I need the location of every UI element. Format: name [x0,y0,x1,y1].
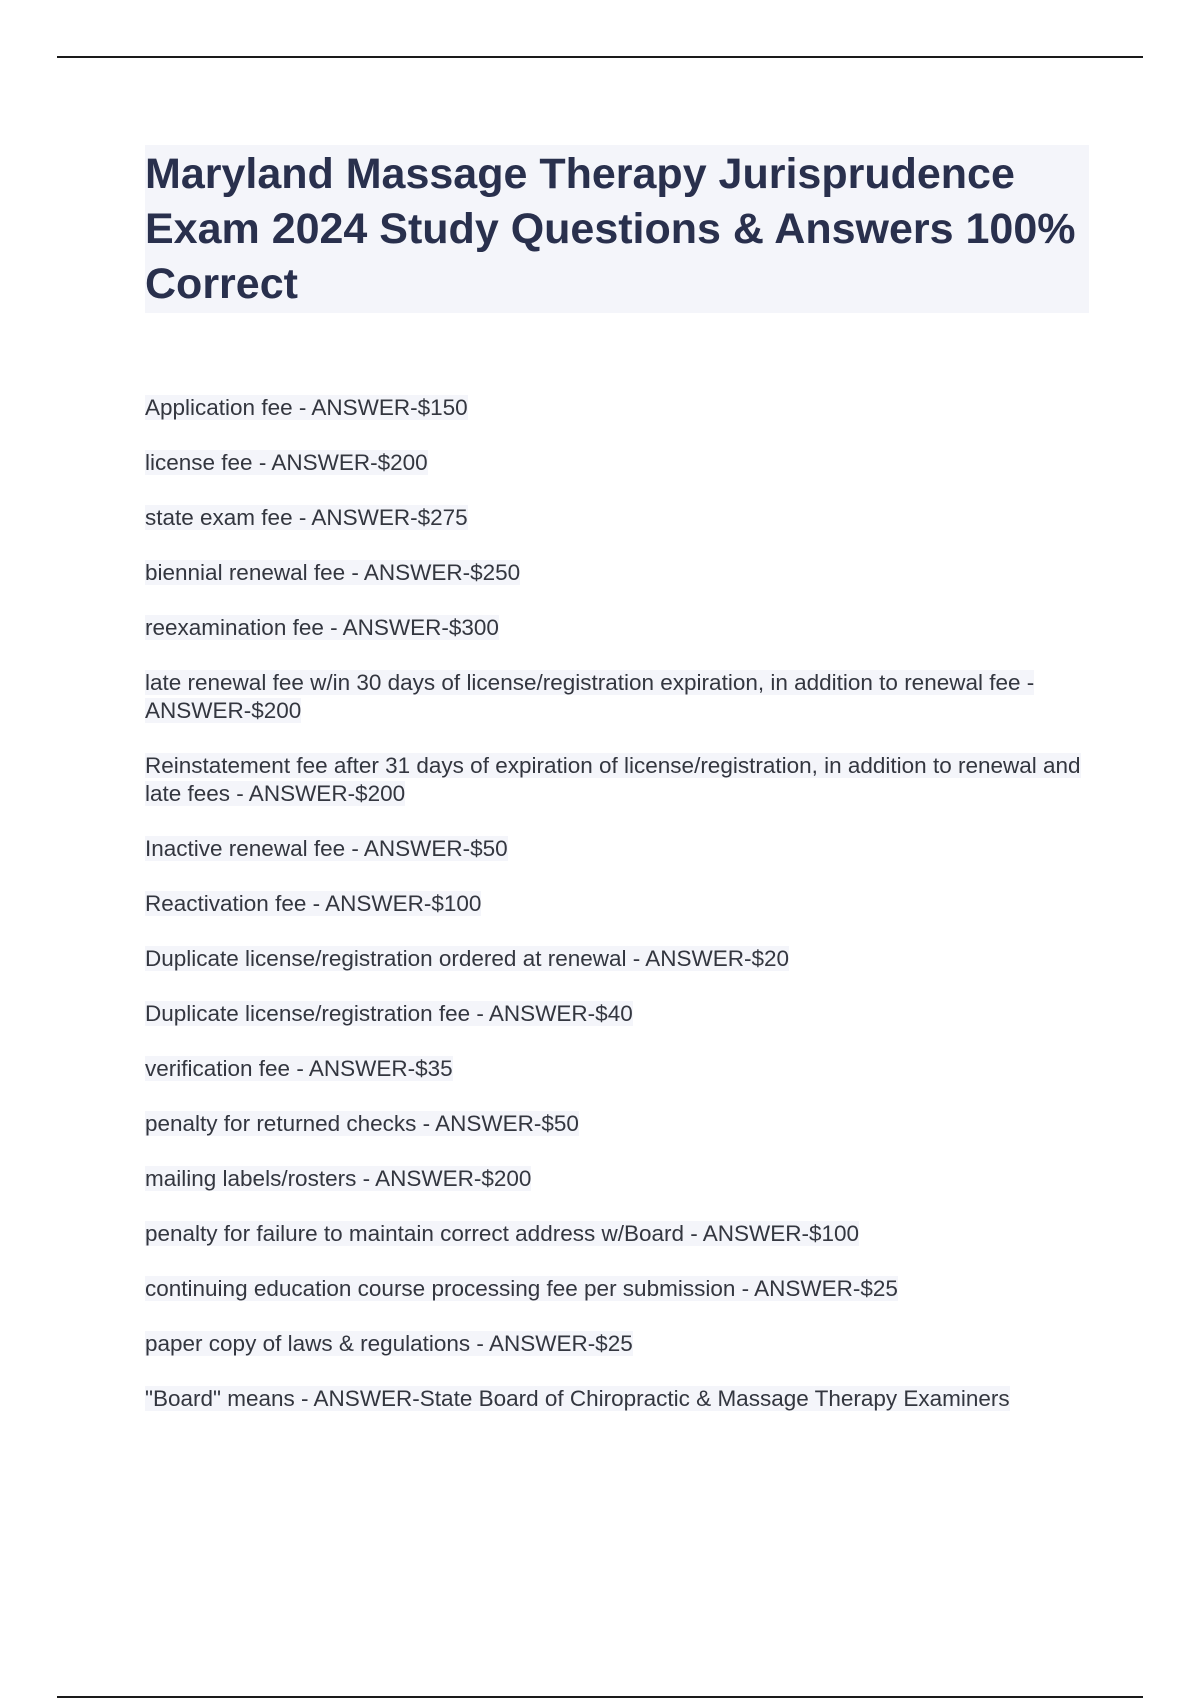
qa-text: reexamination fee - ANSWER-$300 [145,615,499,640]
qa-text: Duplicate license/registration fee - ANSWER-$40 [145,1001,633,1026]
qa-text: Inactive renewal fee - ANSWER-$50 [145,836,508,861]
list-item [145,559,1095,587]
qa-text: paper copy of laws & regulations - ANSWER-$25 [145,1331,633,1356]
qa-text: late renewal fee w/in 30 days of license/registration expiration, in addition to renewal fee - ANSWER-$200 [145,670,1035,723]
qa-list [145,394,1095,1440]
list-item [145,449,1095,477]
qa-text: "Board" means - ANSWER-State Board of Chiropractic & Massage Therapy Examiners [145,1386,1010,1411]
qa-text: Reinstatement fee after 31 days of expiration of license/registration, in addition to renewal and late fees - ANSWER-$200 [145,753,1081,806]
qa-text: state exam fee - ANSWER-$275 [145,505,468,530]
qa-text: penalty for returned checks - ANSWER-$50 [145,1111,579,1136]
list-item [145,1330,1095,1358]
list-item [145,890,1095,918]
list-item [145,394,1095,422]
list-item [145,1385,1095,1413]
list-item [145,614,1095,642]
list-item [145,1110,1095,1138]
qa-text: license fee - ANSWER-$200 [145,450,428,475]
list-item [145,1165,1095,1193]
list-item [145,945,1095,973]
bottom-rule [57,1696,1143,1698]
title-block [145,145,1089,313]
qa-text: Reactivation fee - ANSWER-$100 [145,891,482,916]
qa-text: continuing education course processing fee per submission - ANSWER-$25 [145,1276,898,1301]
qa-text: biennial renewal fee - ANSWER-$250 [145,560,521,585]
list-item [145,752,1095,808]
top-rule [57,56,1143,58]
qa-text: penalty for failure to maintain correct address w/Board - ANSWER-$100 [145,1221,860,1246]
list-item [145,1055,1095,1083]
list-item [145,1275,1095,1303]
list-item [145,1220,1095,1248]
page-title: Maryland Massage Therapy Jurisprudence Exam 2024 Study Questions & Answers 100% Correct [145,150,1076,308]
list-item [145,669,1095,725]
list-item [145,504,1095,532]
qa-text: verification fee - ANSWER-$35 [145,1056,453,1081]
list-item [145,835,1095,863]
qa-text: Application fee - ANSWER-$150 [145,395,468,420]
qa-text: mailing labels/rosters - ANSWER-$200 [145,1166,532,1191]
qa-text: Duplicate license/registration ordered at renewal - ANSWER-$20 [145,946,790,971]
list-item [145,1000,1095,1028]
